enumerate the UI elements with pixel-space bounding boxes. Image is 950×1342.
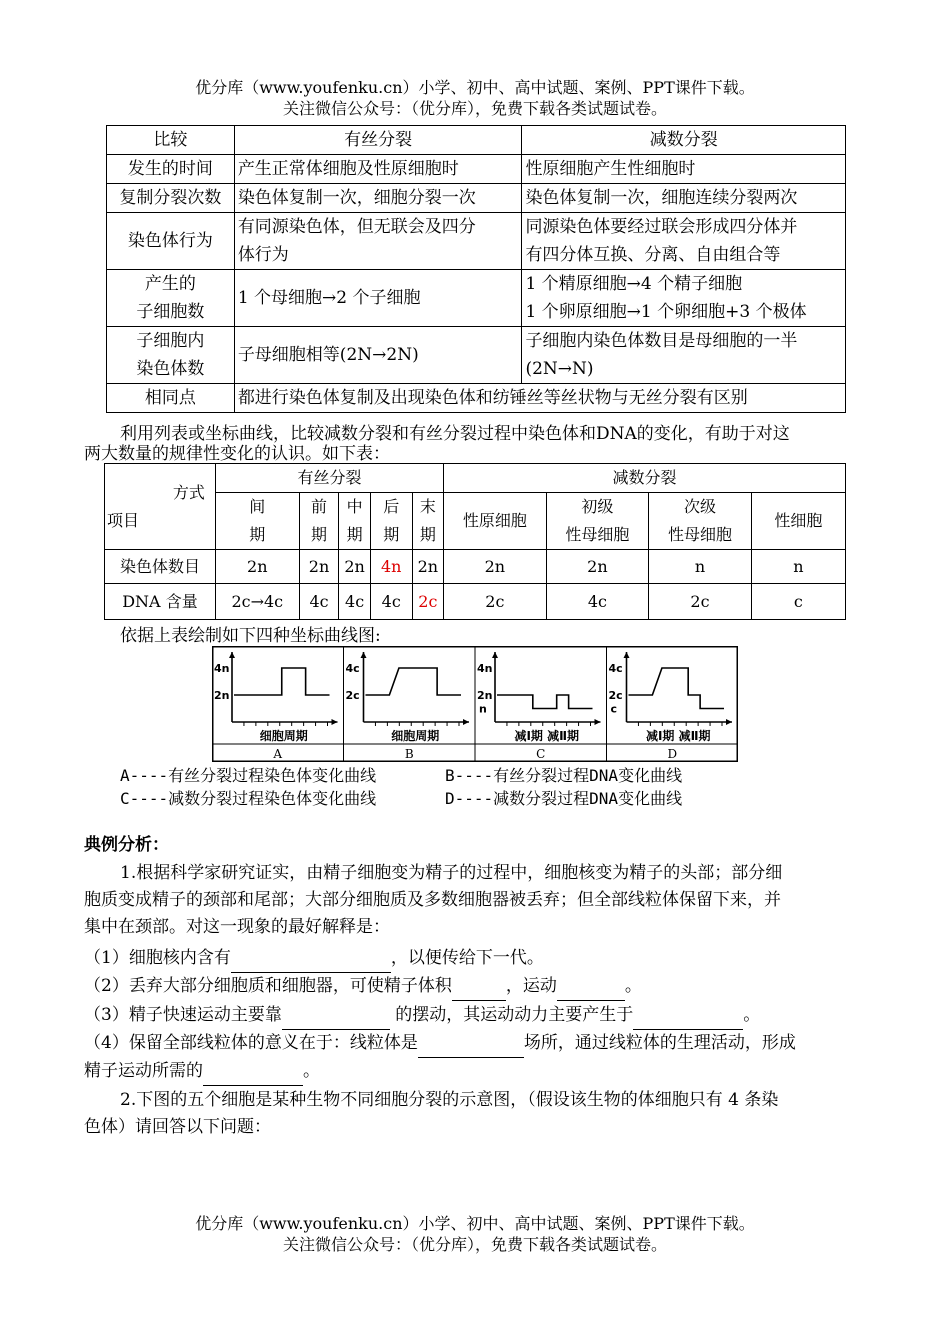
legend-a: A----有丝分裂过程染色体变化曲线 (120, 766, 377, 785)
legend-c: C----减数分裂过程染色体变化曲线 (120, 789, 377, 808)
answer-blank[interactable] (418, 1029, 524, 1058)
x-axis-label: 减Ⅰ期 减Ⅱ期 (645, 729, 711, 743)
meiosis-cell: 染色体复制一次，细胞连续分裂两次 (522, 184, 846, 213)
row-label: 发生的时间 (107, 155, 235, 184)
value-cell: 4c (370, 584, 412, 620)
value-cell: 2n (444, 550, 547, 584)
x-axis-label: 细胞周期 (391, 729, 440, 743)
answer-blank[interactable] (282, 1001, 390, 1030)
meiosis-cell: 性原细胞产生性细胞时 (522, 155, 846, 184)
y-tick-label: 2c (345, 689, 360, 702)
q1-line-1: 1.根据科学家研究证实，由精子细胞变为精子的过程中，细胞核变为精子的头部；部分细 (120, 863, 783, 883)
panel-letter: A (273, 747, 283, 761)
q1-part-3: （3）精子快速运动主要靠 的摆动，其运动动力主要产生于 。 (84, 1001, 760, 1030)
table-row (107, 184, 846, 213)
q1-part-4: （4）保留全部线粒体的意义在于：线粒体是 场所，通过线粒体的生理活动，形成 (84, 1029, 796, 1058)
table-row (105, 584, 846, 620)
panel-letter: B (404, 747, 414, 761)
header-line-2: 关注微信公众号：（优分库），免费下载各类试题试卷。 (282, 99, 667, 118)
footer-line-2: 关注微信公众号：（优分库），免费下载各类试题试卷。 (282, 1235, 667, 1254)
meiosis-cell: 1 个精原细胞→4 个精子细胞 1 个卵原细胞→1 个卵细胞+3 个极体 (522, 270, 846, 327)
phase-telophase: 末 期 (412, 493, 443, 550)
y-tick-label: 2n (214, 689, 230, 702)
legend-d: D----减数分裂过程DNA变化曲线 (445, 789, 683, 808)
row-label: 子细胞内 染色体数 (107, 327, 235, 384)
footer-line-1: 优分库（www.youfenku.cn）小学、初中、高中试题、案例、PPT课件下载。 (195, 1214, 755, 1233)
mitosis-cell: 产生正常体细胞及性原细胞时 (234, 155, 522, 184)
row-label: 染色体数目 (105, 550, 216, 584)
y-tick-label: c (610, 702, 618, 716)
table-row (107, 270, 846, 327)
x-axis-arrow (332, 719, 338, 725)
value-cell-highlight: 4n (370, 550, 412, 584)
y-tick-label: 2n (477, 689, 493, 702)
value-cell: n (751, 550, 845, 584)
phase-metaphase: 中 期 (339, 493, 370, 550)
q1-part-4-line-2: 精子运动所需的 。 (84, 1057, 320, 1086)
phase-anaphase: 后 期 (370, 493, 412, 550)
legend-b: B----有丝分裂过程DNA变化曲线 (445, 766, 683, 785)
table-row (107, 213, 846, 270)
q1-part-1: （1）细胞核内含有 ，以便传给下一代。 (84, 944, 544, 973)
answer-blank[interactable] (203, 1057, 303, 1086)
value-cell: 2c (649, 584, 752, 620)
value-cell: 4c (299, 584, 339, 620)
answer-blank[interactable] (633, 1001, 743, 1030)
table-header-row (107, 126, 846, 155)
stage-gamete: 性细胞 (751, 493, 845, 550)
answer-blank[interactable] (231, 944, 391, 973)
meiosis-cell: 子细胞内染色体数目是母细胞的一半 (2N→N) (522, 327, 846, 384)
curve-line (497, 695, 593, 709)
x-axis-label: 细胞周期 (259, 729, 308, 743)
phase-interphase: 间 期 (215, 493, 299, 550)
y-axis-arrow (624, 652, 630, 658)
examples-title: 典例分析： (84, 835, 169, 855)
comparison-table (106, 125, 846, 413)
answer-blank[interactable] (557, 972, 625, 1001)
x-axis-label: 减Ⅰ期 减Ⅱ期 (514, 729, 580, 743)
q2-line-1: 2.下图的五个细胞是某种生物不同细胞分裂的示意图，（假设该生物的体细胞只有 4 条染 (120, 1090, 779, 1110)
value-cell: 2n (546, 550, 649, 584)
phase-prophase: 前 期 (299, 493, 339, 550)
mitosis-cell: 1 个母细胞→2 个子细胞 (234, 270, 522, 327)
value-cell: 2n (215, 550, 299, 584)
q1-line-3: 集中在颈部。对这一现象的最好解释是： (84, 917, 390, 937)
value-cell-highlight: 2c (412, 584, 443, 620)
y-tick-label: 4n (477, 662, 493, 675)
value-cell: c (751, 584, 845, 620)
stage-secondary: 次级 性母细胞 (649, 493, 752, 550)
mitosis-cell: 染色体复制一次，细胞分裂一次 (234, 184, 522, 213)
value-cell: 2c→4c (215, 584, 299, 620)
mitosis-cell: 有同源染色体，但无联会及四分 体行为 (234, 213, 522, 270)
group-mitosis: 有丝分裂 (215, 464, 443, 493)
q1-part-2: （2）丢弃大部分细胞质和细胞器，可使精子体积 ，运动 。 (84, 972, 642, 1001)
table-row (107, 155, 846, 184)
intro-line-1: 利用列表或坐标曲线，比较减数分裂和有丝分裂过程中染色体和DNA的变化，有助于对这 (120, 424, 790, 444)
curve-line (234, 668, 330, 695)
y-tick-label: 2c (608, 689, 623, 702)
row-label: 相同点 (107, 384, 235, 413)
x-axis-arrow (463, 719, 469, 725)
y-tick-label: 4c (608, 662, 623, 675)
q2-line-2: 色体）请回答以下问题： (84, 1117, 271, 1137)
header-cell: 比较 (107, 126, 235, 155)
meiosis-cell: 同源染色体要经过联会形成四分体并 有四分体互换、分离、自由组合等 (522, 213, 846, 270)
table-row (107, 384, 846, 413)
curve-line (629, 668, 725, 709)
chromosome-dna-table (104, 463, 846, 620)
panel-letter: C (536, 747, 546, 761)
header-line-1: 优分库（www.youfenku.cn）小学、初中、高中试题、案例、PPT课件下载。 (195, 78, 755, 97)
value-cell: n (649, 550, 752, 584)
mitosis-cell: 子母细胞相等(2N→2N) (234, 327, 522, 384)
x-axis-arrow (726, 719, 732, 725)
y-axis-arrow (229, 652, 235, 658)
y-tick-label: 4n (214, 662, 230, 675)
value-cell: 4c (546, 584, 649, 620)
value-cell: 2c (444, 584, 547, 620)
row-label: 复制分裂次数 (107, 184, 235, 213)
value-cell: 2n (412, 550, 443, 584)
stage-primary: 初级 性母细胞 (546, 493, 649, 550)
answer-blank[interactable] (452, 972, 506, 1001)
value-cell: 2n (299, 550, 339, 584)
panel-letter: D (667, 747, 678, 761)
row-label: DNA 含量 (105, 584, 216, 620)
table-corner: 方式 项目 (105, 464, 216, 550)
group-meiosis: 减数分裂 (444, 464, 846, 493)
y-tick-label: n (479, 702, 487, 716)
header-cell: 减数分裂 (522, 126, 846, 155)
table-row (107, 327, 846, 384)
graphs-intro: 依据上表绘制如下四种坐标曲线图: (120, 626, 381, 646)
q1-line-2: 胞质变成精子的颈部和尾部；大部分细胞质及多数细胞器被丢弃；但全部线粒体保留下来，并 (84, 890, 781, 910)
table-row (105, 550, 846, 584)
y-axis-arrow (361, 652, 367, 658)
intro-line-2: 两大数量的规律性变化的认识。如下表： (84, 444, 390, 464)
value-cell: 2n (339, 550, 370, 584)
row-label: 产生的 子细胞数 (107, 270, 235, 327)
value-cell: 4c (339, 584, 370, 620)
x-axis-arrow (595, 719, 601, 725)
row-label: 染色体行为 (107, 213, 235, 270)
stage-germ-cell: 性原细胞 (444, 493, 547, 550)
curve-line (366, 668, 462, 695)
same-cell: 都进行染色体复制及出现染色体和纺锤丝等丝状物与无丝分裂有区别 (234, 384, 845, 413)
curve-graphs-figure (212, 646, 738, 762)
y-axis-arrow (492, 652, 498, 658)
header-cell: 有丝分裂 (234, 126, 522, 155)
y-tick-label: 4c (345, 662, 360, 675)
